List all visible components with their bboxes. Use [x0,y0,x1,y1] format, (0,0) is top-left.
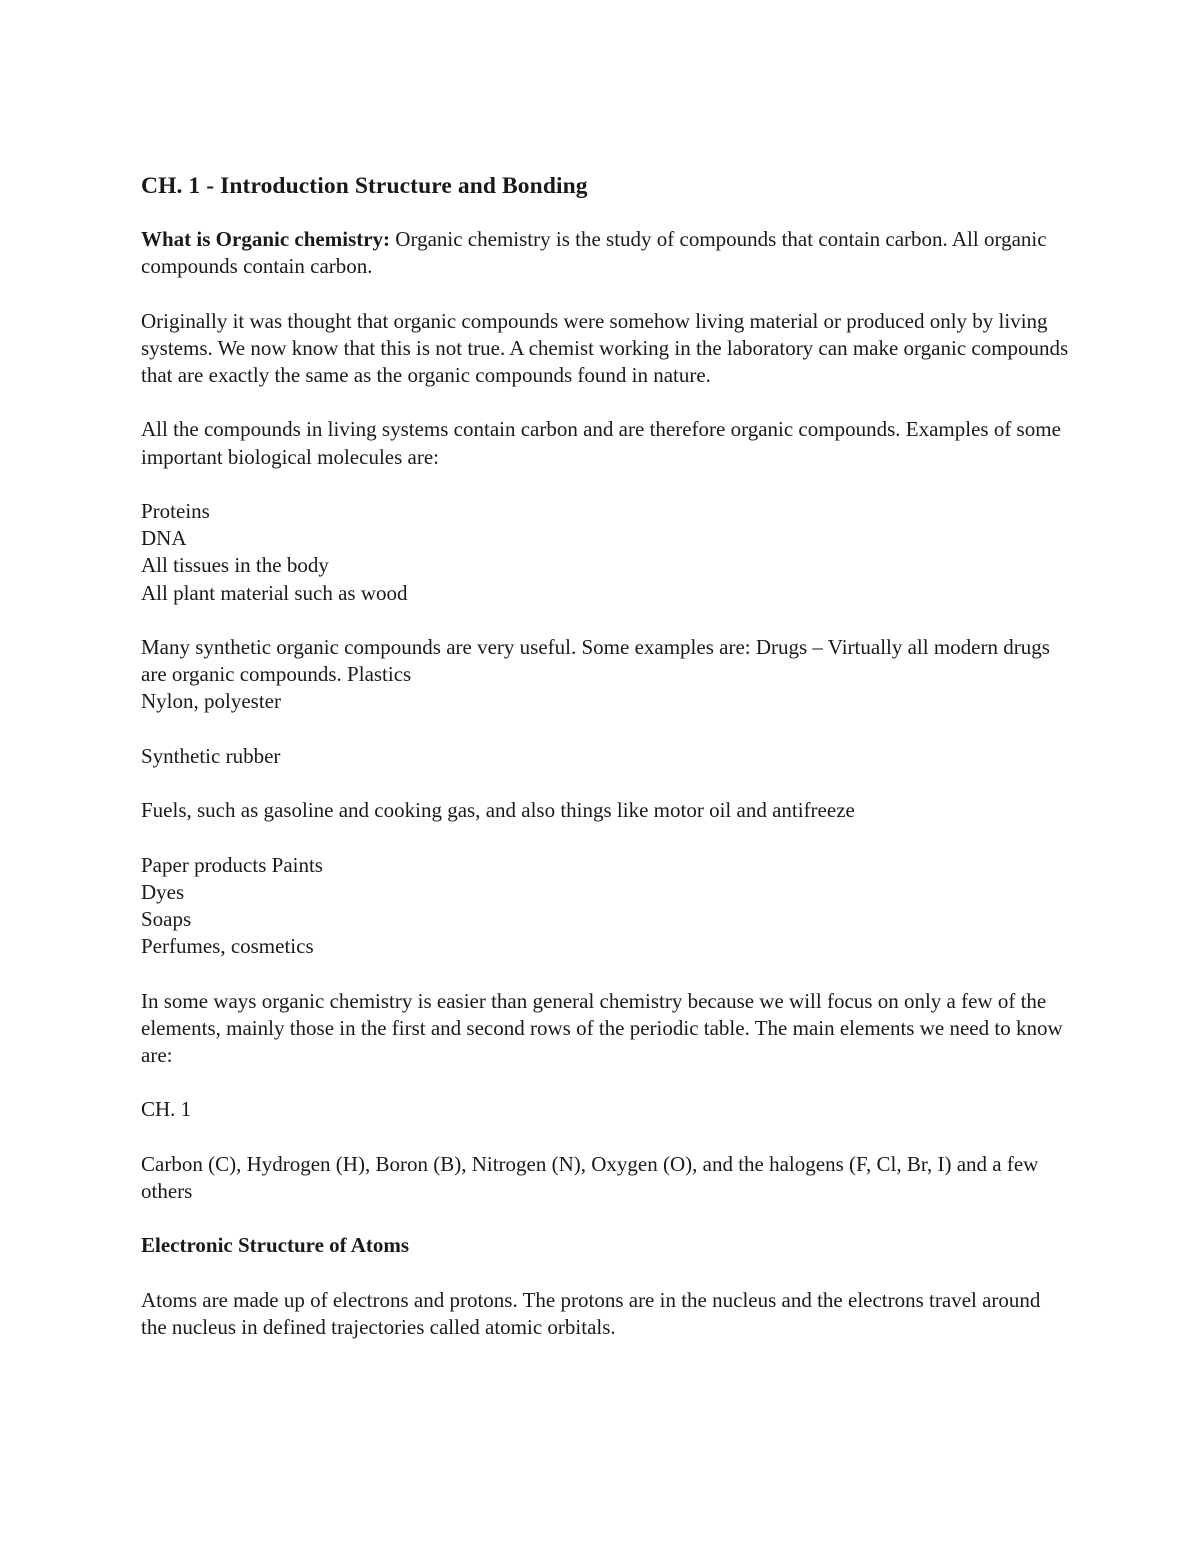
synthetic-line: Nylon, polyester [141,689,281,714]
list-item: All tissues in the body [141,553,329,578]
biological-molecules-list [141,498,1071,607]
list-item: Paper products Paints [141,852,323,877]
list-item: All plant material such as wood [141,580,408,605]
section-heading: Electronic Structure of Atoms [141,1233,410,1258]
list-item: Soaps [141,906,192,931]
products-list [141,852,1071,961]
list-item: DNA [141,526,187,551]
atoms-paragraph: Atoms are made up of electrons and protons. The protons are in the nucleus and the electrons travel around the nucleus in defined trajectories called atomic orbitals. [141,1287,1041,1339]
synthetic-rubber-line: Synthetic rubber [141,743,281,768]
list-item: Proteins [141,498,210,523]
intro-lead: What is Organic chemistry: [141,227,391,251]
synthetic-line: Many synthetic organic compounds are very useful. Some examples are: Drugs – Virtually all modern drugs are organic compounds. Plastics [141,634,1050,687]
living-systems-paragraph: All the compounds in living systems contain carbon and are therefore organic compounds. Examples of some important biological molecules are: [141,417,1061,469]
originally-paragraph: Originally it was thought that organic compounds were somehow living material or produced only by living systems. We now know that this is not true. A chemist working in the laboratory can make organic compounds that are exactly the same as the organic compounds found in nature. [141,308,1069,387]
list-item: Perfumes, cosmetics [141,934,314,959]
elements-paragraph: Carbon (C), Hydrogen (H), Boron (B), Nitrogen (N), Oxygen (O), and the halogens (F, Cl, Br, I) and a few others [141,1151,1039,1203]
fuels-line: Fuels, such as gasoline and cooking gas, and also things like motor oil and antifreeze [141,798,855,823]
document-page [141,170,1071,1368]
synthetic-compounds-block [141,634,1071,716]
chapter-marker: CH. 1 [141,1097,192,1122]
intro-paragraph [141,226,1071,280]
document-title: CH. 1 - Introduction Structure and Bonding [141,173,588,199]
intro-text: Organic chemistry is the study of compounds that contain carbon. All organic compounds contain carbon. [141,227,1047,279]
list-item: Dyes [141,879,185,904]
easier-paragraph: In some ways organic chemistry is easier than general chemistry because we will focus on only a few of the elements, mainly those in the first and second rows of the periodic table. The main elements we need to know are: [141,988,1063,1067]
